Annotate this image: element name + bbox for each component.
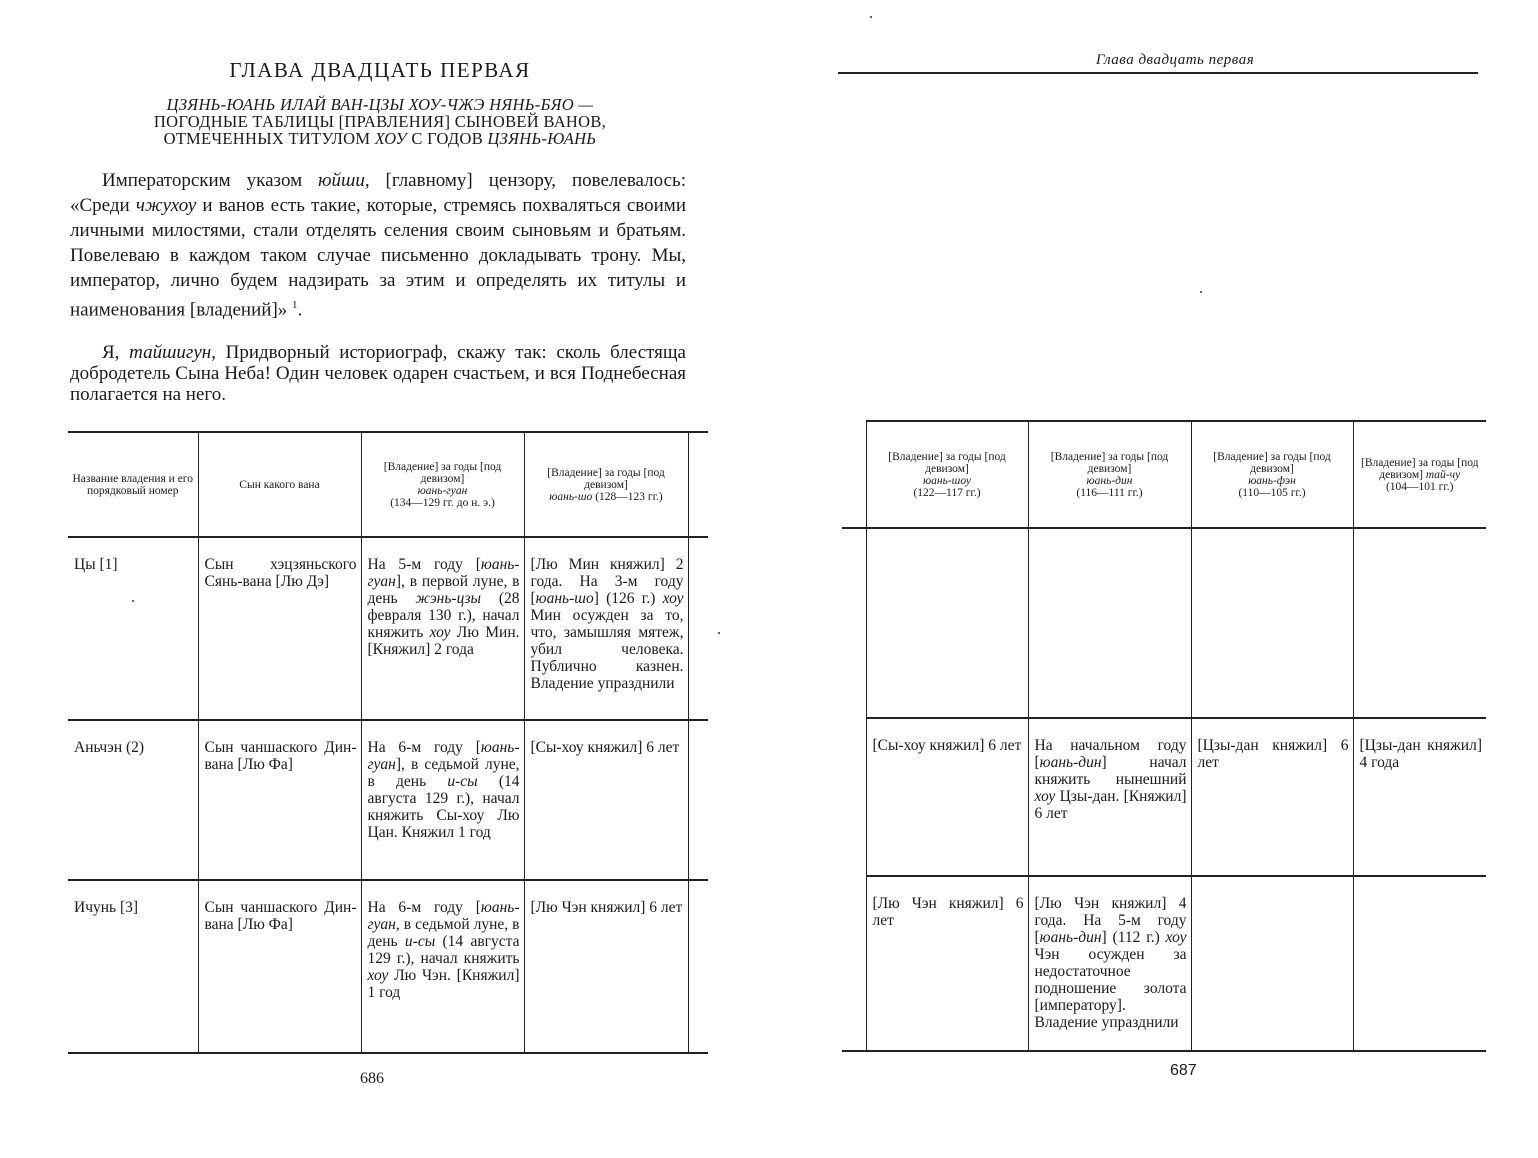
table-row bbox=[842, 718, 1486, 876]
header-yuanshou: [Владение] за годы [под девизом] юань-шоу (122—117 гг.) bbox=[888, 450, 1006, 499]
header-yuanguan: [Владение] за годы [под девизом] юань-гуан (134—129 гг. до н. э.) bbox=[383, 460, 502, 509]
row-yuanfeng: [Цзы-дан княжил] 6 лет bbox=[1197, 737, 1349, 771]
chapter-subtitle bbox=[70, 96, 690, 147]
row-yuanshou: [Сы-хоу княжил] 6 лет bbox=[872, 737, 1022, 754]
table-row bbox=[842, 876, 1486, 1051]
paragraph-historian: Я, тайшигун, Придворный историограф, скажу так: сколь блестяща добродетель Сына Неба! Один человек одарен счастьем, и вся Поднебесная полагается на него. bbox=[70, 342, 686, 405]
right-chronology-table bbox=[842, 420, 1486, 1052]
header-domain-name: Название владения и его порядковый номер bbox=[72, 472, 193, 497]
paragraph-decree: Императорским указом юйши, [главному] цензору, повелевалось: «Среди чжухоу и ванов есть такие, которые, стремясь похваляться своими личными милостями, стали отделять селения своим сыновьям и братьям. Повелеваю в каждом таком случае письменно докладывать трону. Мы, император, лично будем надзирать за этим и определять их титулы и наименования [владений]» $^1$. bbox=[70, 170, 687, 321]
table-row bbox=[842, 528, 1486, 718]
row-yuanguan: На 5-м году [юань-гуан], в первой луне, в день жэнь-цзы (28 февраля 130 г.), начал княжить хоу Лю Мин. [Княжил] 2 года bbox=[367, 556, 520, 658]
page-number-right: 687 bbox=[1170, 1062, 1197, 1079]
footnote-marker: 1 bbox=[292, 299, 298, 311]
row-name: Ичунь [3] bbox=[74, 899, 139, 916]
row-yuanding: [Лю Чэн княжил] 4 года. На 5-м году [юань-дин] (112 г.) хоу Чэн осужден за недостаточное подношение золота [императору]. Владение упразднили bbox=[1034, 895, 1187, 1031]
subtitle-line-2: ПОГОДНЫЕ ТАБЛИЦЫ [ПРАВЛЕНИЯ] СЫНОВЕЙ ВАНОВ, bbox=[153, 112, 607, 131]
row-son-of: Сын чаншаского Дин-вана [Лю Фа] bbox=[204, 899, 357, 933]
row-yuanding: На начальном году [юань-дин] начал княжить нынешний хоу Цзы-дан. [Княжил] 6 лет bbox=[1034, 737, 1187, 822]
table-row bbox=[68, 880, 708, 1053]
scan-speck bbox=[1200, 291, 1202, 293]
row-yuanguan: На 6-м году [юань-гуан], в седьмой луне, в день и-сы (14 августа 129 г.), начал княжить Сы-хоу Лю Цан. Княжил 1 год bbox=[367, 739, 520, 841]
header-yuanfeng: [Владение] за годы [под девизом] юань-фэн (110—105 гг.) bbox=[1213, 450, 1331, 499]
scan-speck bbox=[870, 16, 872, 18]
row-son-of: Сын хэцзяньского Сянь-вана [Лю Дэ] bbox=[204, 556, 357, 590]
row-yuansho: [Лю Чэн княжил] 6 лет bbox=[530, 899, 683, 916]
table-row bbox=[68, 720, 708, 880]
scan-speck bbox=[132, 600, 134, 602]
row-yuansho: [Сы-хоу княжил] 6 лет bbox=[530, 739, 680, 756]
subtitle-line-3: ОТМЕЧЕННЫХ ТИТУЛОМ ХОУ С ГОДОВ ЦЗЯНЬ-ЮАНЬ bbox=[163, 129, 597, 148]
row-name: Цы [1] bbox=[74, 556, 118, 573]
table-header-row bbox=[842, 421, 1486, 528]
running-head: Глава двадцать первая bbox=[1095, 52, 1255, 68]
row-yuanshou: [Лю Чэн княжил] 6 лет bbox=[872, 895, 1024, 929]
row-name: Аньчэн (2) bbox=[74, 739, 145, 756]
row-yuanguan: На 6-м году [юань-гуан, в седьмой луне, в день и-сы (14 августа 129 г.), начал княжить хоу Лю Чэн. [Княжил] 1 год bbox=[367, 899, 520, 1001]
row-yuansho: [Лю Мин княжил] 2 года. На 3-м году [юань-шо] (126 г.) хоу Мин осужден за то, что, замышляя мятеж, убил человека. Публично казнен. Владение упразднили bbox=[530, 556, 684, 692]
left-chronology-table bbox=[68, 431, 708, 1054]
page-number-left: 686 bbox=[360, 1070, 384, 1087]
header-yuansho: [Владение] за годы [под девизом] юань-шо (128—123 гг.) bbox=[547, 466, 665, 503]
row-yuanfeng bbox=[1192, 877, 1353, 895]
header-taichu: [Владение] за годы [под девизом] тай-чу (104—101 гг.) bbox=[1361, 456, 1479, 493]
header-son-of: Сын какого вана bbox=[239, 478, 320, 491]
row-taichu: [Цзы-дан княжил] 4 года bbox=[1359, 737, 1482, 771]
table-row bbox=[68, 537, 708, 720]
table-header-row bbox=[68, 432, 708, 537]
header-rule bbox=[838, 72, 1478, 74]
row-taichu bbox=[1354, 877, 1487, 895]
scan-speck bbox=[718, 632, 720, 634]
chapter-title: ГЛАВА ДВАДЦАТЬ ПЕРВАЯ bbox=[229, 58, 531, 82]
header-yuanding: [Владение] за годы [под девизом] юань-дин (116—111 гг.) bbox=[1050, 450, 1169, 499]
subtitle-line-1: ЦЗЯНЬ-ЮАНЬ ИЛАЙ ВАН-ЦЗЫ ХОУ-ЧЖЭ НЯНЬ-БЯО — bbox=[166, 95, 594, 114]
row-son-of: Сын чаншаского Дин-вана [Лю Фа] bbox=[204, 739, 357, 773]
